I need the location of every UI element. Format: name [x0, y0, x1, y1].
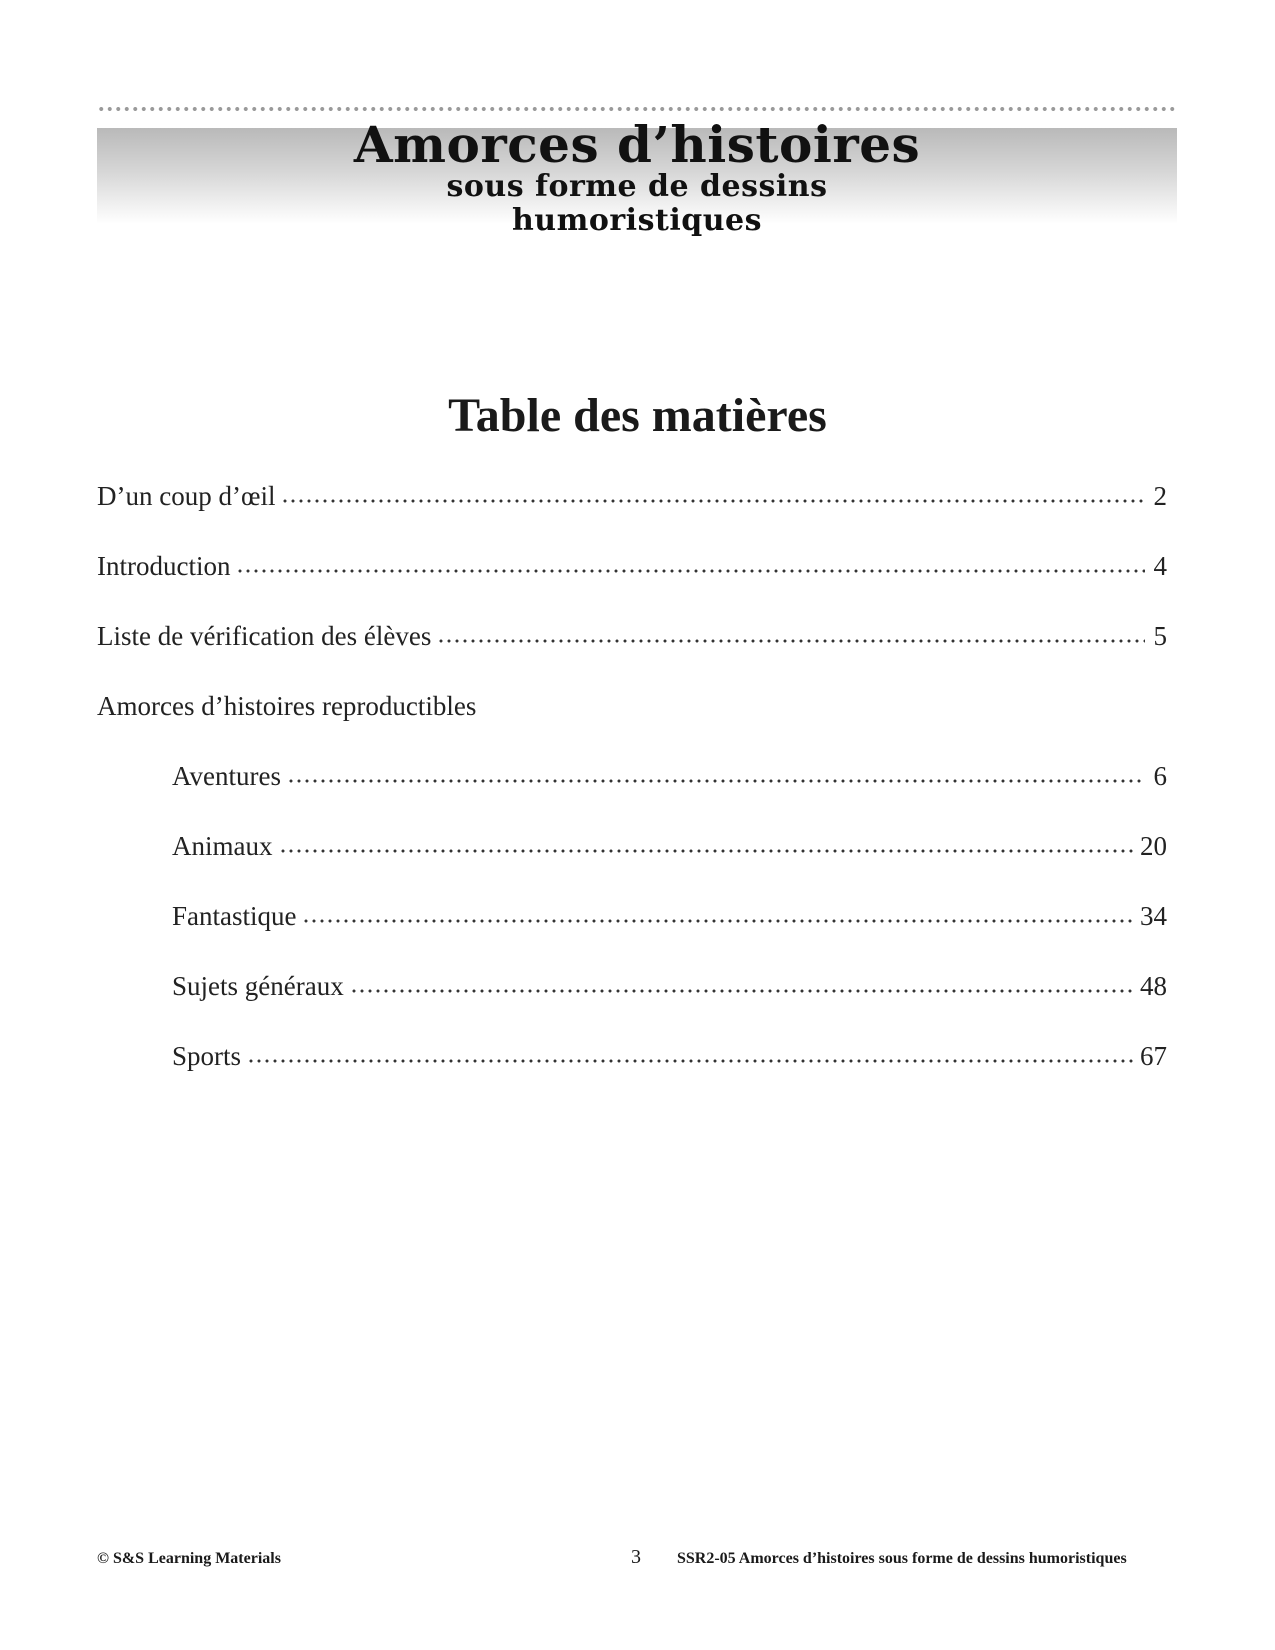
toc-entry-page: 34: [1140, 901, 1167, 931]
toc-entry-page: 5: [1153, 621, 1167, 651]
book-title: Amorces d’histoires: [353, 115, 921, 174]
toc-entry-introduction: [97, 546, 1167, 616]
toc-dot-leader: [350, 989, 1134, 993]
toc-entry-liste-verification: [97, 616, 1167, 686]
toc-entry-page: 20: [1140, 831, 1167, 861]
footer-copyright: © S&S Learning Materials: [97, 1550, 281, 1567]
toc-entry-label: D’un coup d’œil: [97, 481, 276, 511]
toc-entry-label: Animaux: [172, 831, 273, 861]
toc-entry-label: Fantastique: [172, 901, 297, 931]
book-subtitle-line2: humoristiques: [512, 203, 762, 238]
toc-entry-aventures: [97, 756, 1167, 826]
book-subtitle-line1: sous forme de dessins: [446, 169, 828, 204]
toc-section-amorces-reproductibles: [97, 686, 1167, 756]
toc-entry-coup-doeil: [97, 476, 1167, 546]
toc-dot-leader: [302, 919, 1134, 923]
footer-book-reference: SSR2-05 Amorces d’histoires sous forme de dessins humoristiques: [677, 1550, 1127, 1567]
toc-entry-label: Sujets généraux: [172, 971, 344, 1001]
toc-entry-page: 4: [1153, 551, 1167, 581]
toc-dot-leader: [236, 569, 1145, 573]
toc-section-label: Amorces d’histoires reproductibles: [97, 691, 477, 721]
toc-entry-page: 6: [1153, 761, 1167, 791]
toc-entry-sports: [97, 1036, 1167, 1106]
toc-entry-label: Sports: [172, 1041, 242, 1071]
footer-page-number: 3: [631, 1546, 641, 1568]
toc-entry-label: Introduction: [97, 551, 231, 581]
toc-entry-page: 2: [1153, 481, 1167, 511]
toc-heading: Table des matières: [448, 389, 827, 442]
toc-entry-animaux: [97, 826, 1167, 896]
toc-entry-label: Aventures: [172, 761, 281, 791]
toc-entry-page: 67: [1140, 1041, 1167, 1071]
toc-dot-leader: [287, 779, 1145, 783]
toc-entry-page: 48: [1140, 971, 1167, 1001]
toc-entry-sujets-generaux: [97, 966, 1167, 1036]
toc-entry-fantastique: [97, 896, 1167, 966]
toc-entry-label: Liste de vérification des élèves: [97, 621, 432, 651]
toc-dot-leader: [279, 849, 1135, 853]
toc-dot-leader: [437, 639, 1145, 643]
header-dotted-rule: [97, 106, 1177, 112]
table-of-contents: [97, 476, 1167, 1106]
toc-dot-leader: [281, 499, 1145, 503]
toc-dot-leader: [247, 1059, 1134, 1063]
